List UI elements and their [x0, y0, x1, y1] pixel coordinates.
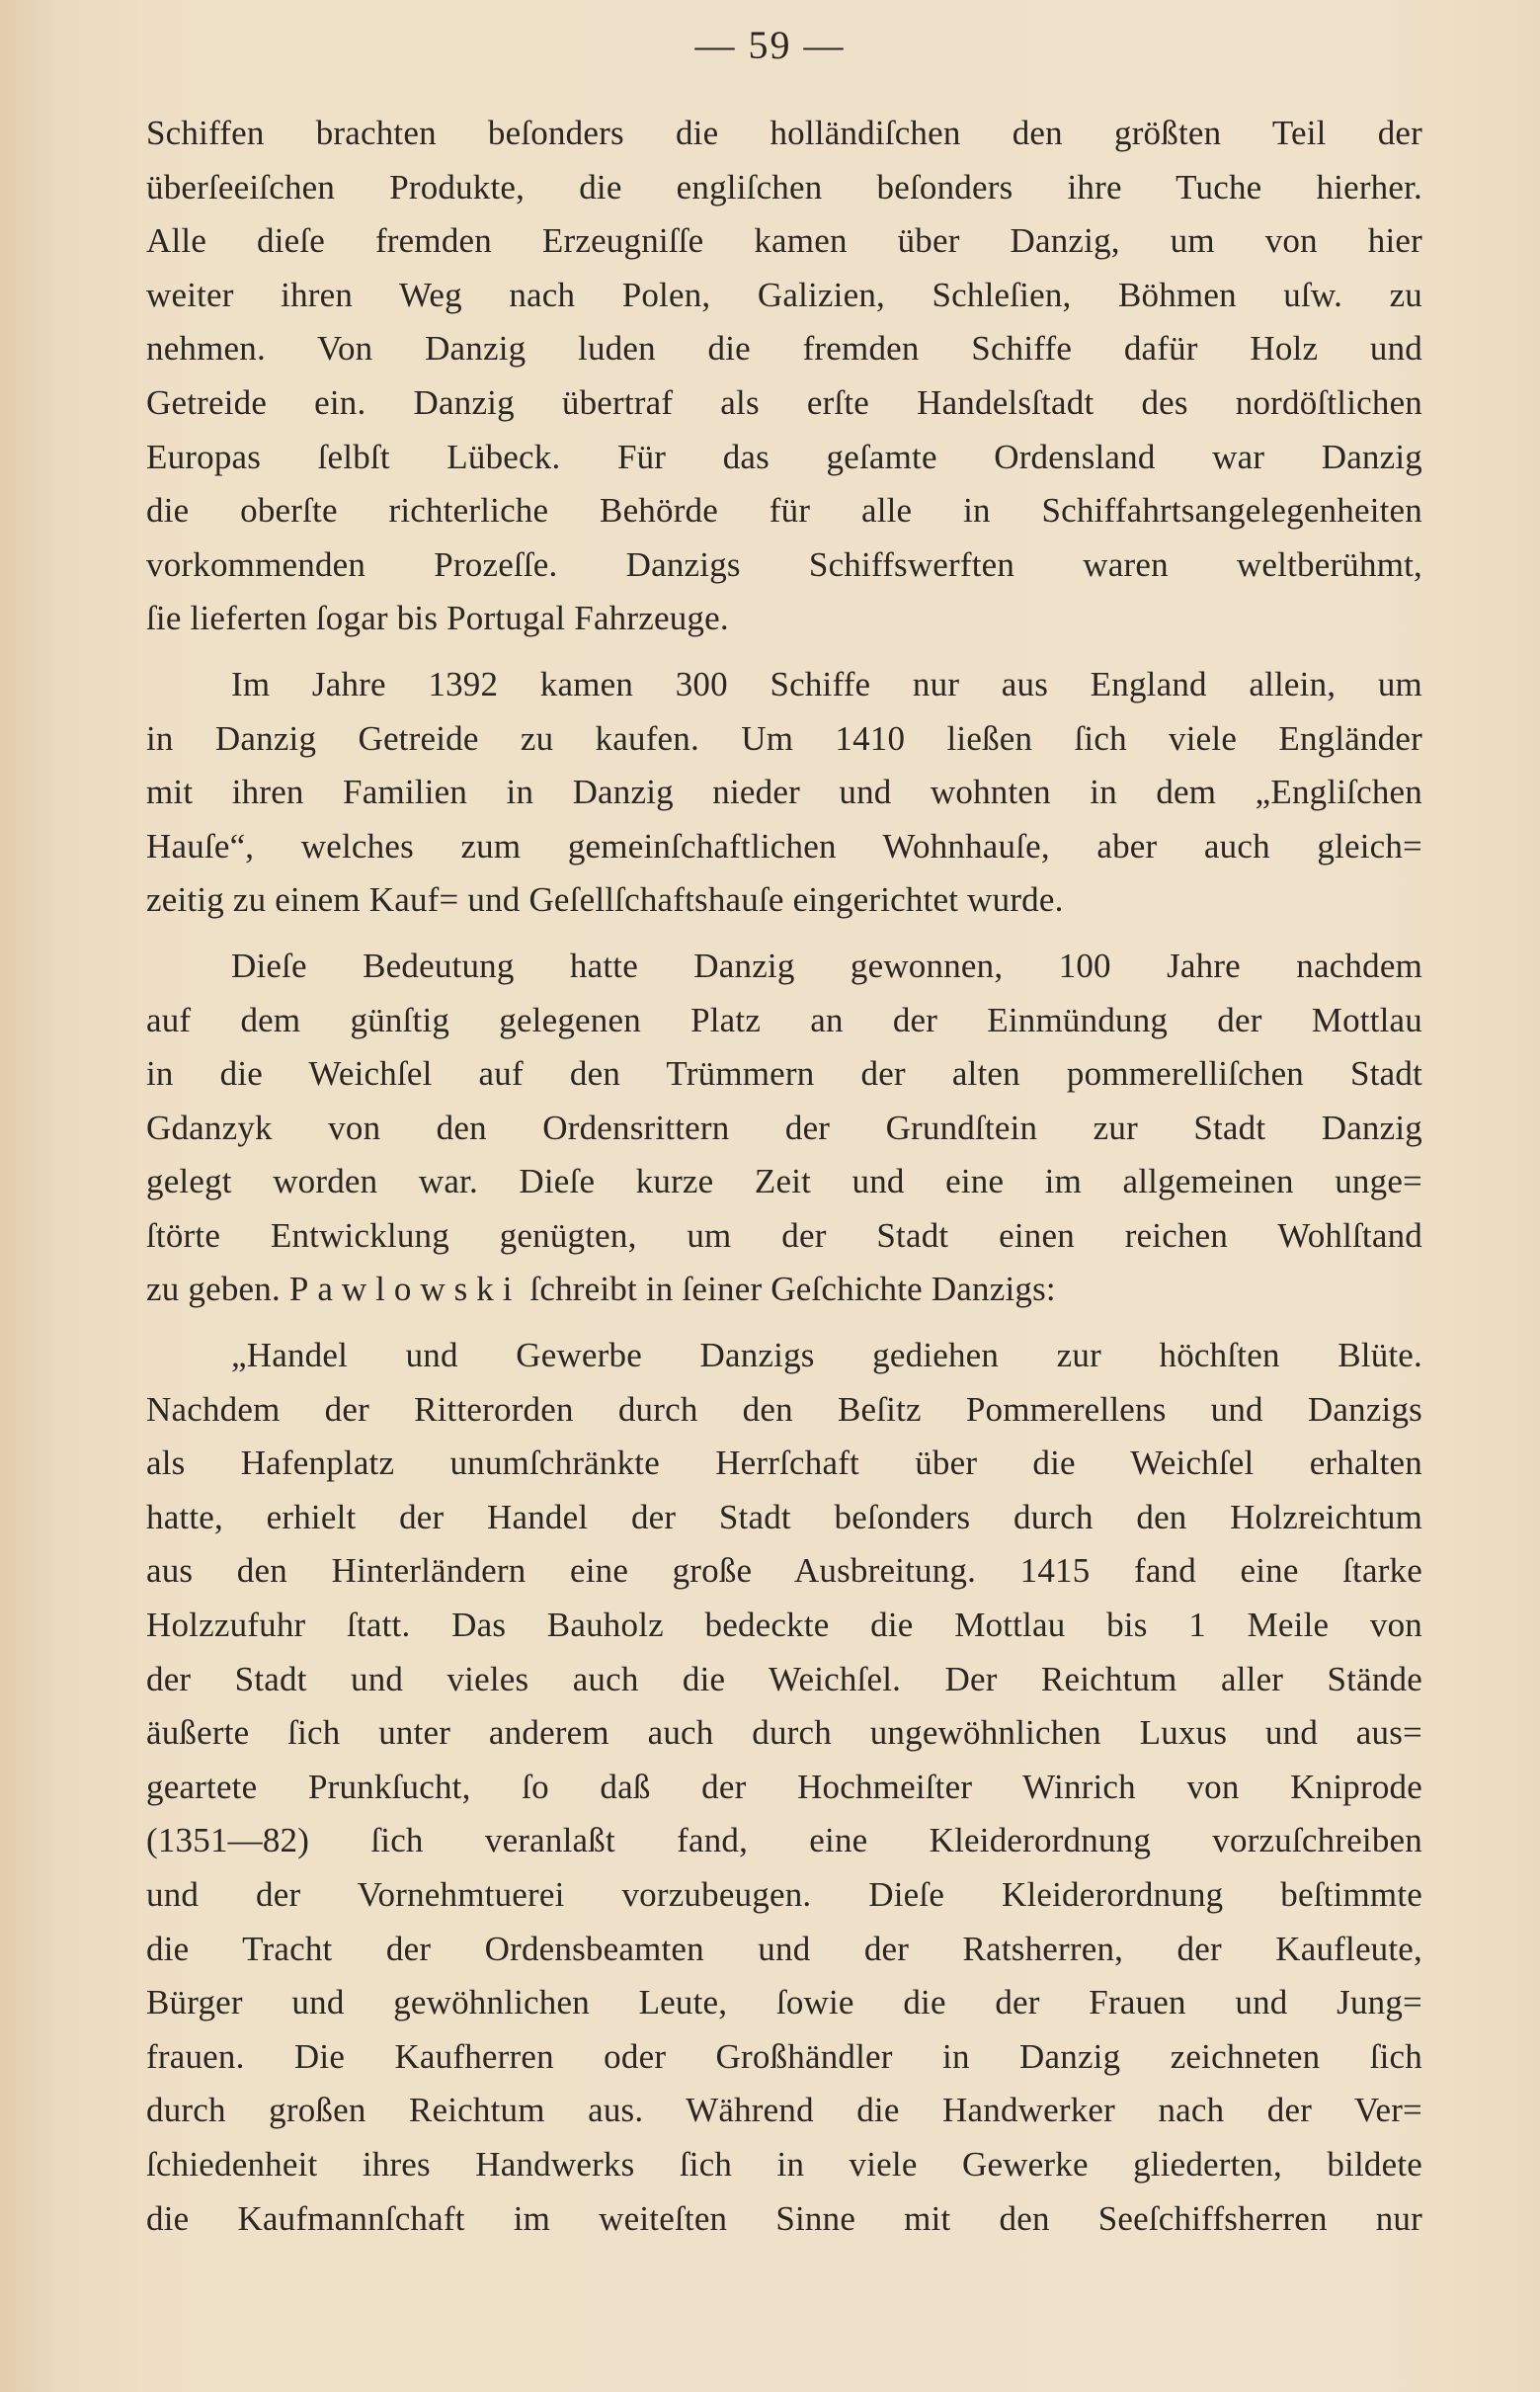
paragraph-gap	[146, 928, 1422, 940]
text-line: Im Jahre 1392 kamen 300 Schiffe nur aus England allein, um	[231, 664, 1422, 703]
text-line: Europas ſelbſt Lübeck. Für das geſamte Ordensland war Danzig	[146, 437, 1422, 476]
paragraph	[146, 940, 1422, 1317]
text-line: Holzzufuhr ſtatt. Das Bauholz bedeckte die Mottlau bis 1 Meile von	[146, 1606, 1422, 1645]
text-line: der Stadt und vieles auch die Weichſel. Der Reichtum aller Stände	[146, 1659, 1422, 1698]
text-line: und der Vornehmtuerei vorzubeugen. Dieſe Kleiderordnung beſtimmte	[146, 1875, 1422, 1914]
page-number: — 59 —	[694, 23, 846, 67]
text-line: Gdanzyk von den Ordensrittern der Grundſtein zur Stadt Danzig	[146, 1108, 1422, 1147]
text-line: die Tracht der Ordensbeamten und der Ratsherren, der Kaufleute,	[146, 1929, 1422, 1968]
text-line: ſchiedenheit ihres Handwerks ſich in viele Gewerke gliederten, bildete	[146, 2144, 1422, 2184]
text-line: Schiffen brachten beſonders die holländiſchen den größten Teil der	[146, 114, 1422, 152]
text-line: überſeeiſchen Produkte, die engliſchen beſonders ihre Tuche hierher.	[146, 167, 1422, 206]
paragraph	[146, 1329, 1422, 2246]
body-text	[146, 107, 1422, 2246]
text-line: Dieſe Bedeutung hatte Danzig gewonnen, 100 Jahre nachdem	[231, 946, 1422, 985]
text-line: äußerte ſich unter anderem auch durch ungewöhnlichen Luxus und aus=	[146, 1713, 1422, 1753]
paragraph	[146, 107, 1422, 646]
text-line: ſie lieferten ſogar bis Portugal Fahrzeuge.	[146, 599, 729, 638]
text-run: zu geben.	[146, 1270, 289, 1309]
text-line: frauen. Die Kaufherren oder Großhändler in Danzig zeichneten ſich	[146, 2036, 1422, 2076]
text-line	[146, 1263, 1422, 1317]
text-line: gelegt worden war. Dieſe kurze Zeit und eine im allgemeinen unge=	[146, 1162, 1422, 1201]
paragraph-gap	[146, 646, 1422, 658]
text-line: (1351—82) ſich veranlaßt fand, eine Kleiderordnung vorzuſchreiben	[146, 1821, 1422, 1860]
text-line: Bürger und gewöhnlichen Leute, ſowie die der Frauen und Jung=	[146, 1983, 1422, 2022]
text-line: als Hafenplatz unumſchränkte Herrſchaft über die Weichſel erhalten	[146, 1443, 1422, 1483]
text-line: zeitig zu einem Kauf= und Geſellſchaftshauſe eingerichtet wurde.	[146, 880, 1064, 920]
author-name-spaced: Pawlowski	[288, 1270, 522, 1309]
text-line: durch großen Reichtum aus. Während die Handwerker nach der Ver=	[146, 2091, 1422, 2130]
text-line: hatte, erhielt der Handel der Stadt beſonders durch den Holzreichtum	[146, 1497, 1422, 1536]
text-line: nehmen. Von Danzig luden die fremden Schiffe dafür Holz und	[146, 329, 1422, 369]
text-line: aus den Hinterländern eine große Ausbreitung. 1415 fand eine ſtarke	[146, 1551, 1422, 1591]
paragraph-gap	[146, 1317, 1422, 1329]
text-line: ſtörte Entwicklung genügten, um der Stadt einen reichen Wohlſtand	[146, 1215, 1422, 1255]
text-line: „Handel und Gewerbe Danzigs gediehen zur höchſten Blüte.	[231, 1336, 1422, 1375]
text-line: vorkommenden Prozeſſe. Danzigs Schiffswerften waren weltberühmt,	[146, 544, 1422, 584]
text-line: Getreide ein. Danzig übertraf als erſte Handelsſtadt des nordöſtlichen	[146, 382, 1422, 422]
paragraph	[146, 658, 1422, 928]
text-line: in Danzig Getreide zu kaufen. Um 1410 ließen ſich viele Engländer	[146, 718, 1422, 758]
text-line: auf dem günſtig gelegenen Platz an der Einmündung der Mottlau	[146, 1000, 1422, 1039]
text-line: die oberſte richterliche Behörde für alle in Schiffahrtsangelegenheiten	[146, 491, 1422, 531]
text-run: ſchreibt in ſeiner Geſchichte Danzigs:	[521, 1270, 1056, 1309]
text-line: mit ihren Familien in Danzig nieder und wohnten in dem „Engliſchen	[146, 773, 1422, 812]
text-line: Alle dieſe fremden Erzeugniſſe kamen über Danzig, um von hier	[146, 221, 1422, 261]
text-line: in die Weichſel auf den Trümmern der alten pommerelliſchen Stadt	[146, 1054, 1422, 1094]
text-line: die Kaufmannſchaft im weiteſten Sinne mit den Seeſchiffsherren nur	[146, 2198, 1422, 2238]
text-line: Nachdem der Ritterorden durch den Beſitz Pommerellens und Danzigs	[146, 1389, 1422, 1429]
text-line: geartete Prunkſucht, ſo daß der Hochmeiſter Winrich von Kniprode	[146, 1767, 1422, 1806]
text-line: weiter ihren Weg nach Polen, Galizien, Schleſien, Böhmen uſw. zu	[146, 275, 1422, 314]
text-line: Hauſe“, welches zum gemeinſchaftlichen Wohnhauſe, aber auch gleich=	[146, 826, 1422, 866]
